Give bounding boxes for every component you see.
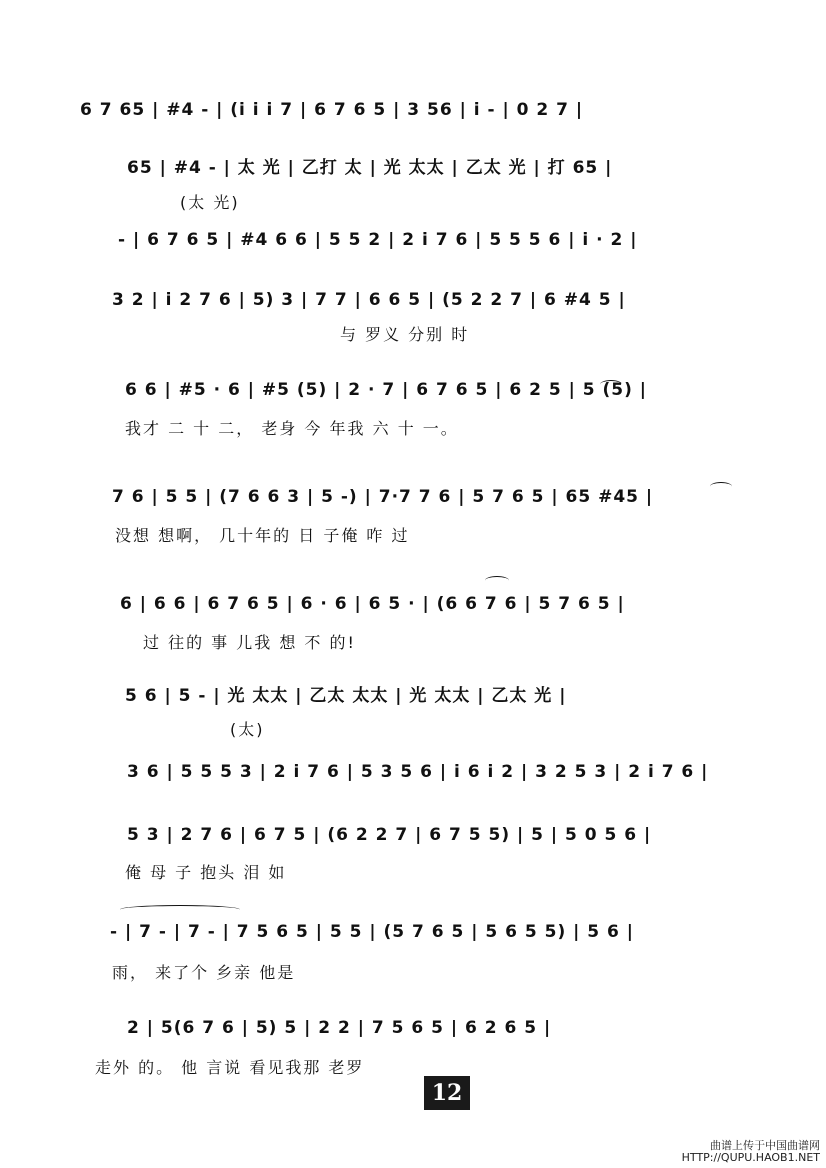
lyric-row-11: 雨， 来了个 乡亲 他是 <box>112 963 296 982</box>
slur-mark <box>485 576 509 585</box>
lyric-row-12: 走外 的。 他 言说 看见我那 老罗 <box>95 1058 365 1077</box>
score-row-7 <box>0 594 826 624</box>
score-row-4 <box>0 290 826 320</box>
notes-row-4: 3 2 | i 2 7 6 | 5) 3 | 7 7 | 6 6 5 | (5 2 2 7 | 6 #4 5 | <box>112 290 626 310</box>
lyric-row-8: (太) <box>230 720 265 739</box>
score-row-5 <box>0 380 826 410</box>
site-watermark <box>682 1140 820 1164</box>
score-row-11 <box>0 922 826 952</box>
score-row-3 <box>0 230 826 260</box>
notes-row-2: 65 | #4 - | 太 光 | 乙打 太 | 光 太太 | 乙太 光 | 打 65 | <box>127 158 613 178</box>
lyric-row-7: 过 往的 事 儿我 想 不 的! <box>143 633 356 652</box>
score-row-1 <box>0 100 826 130</box>
score-row-9 <box>0 762 826 792</box>
notes-row-11: - | 7 - | 7 - | 7 5 6 5 | 5 5 | (5 7 6 5 | 5 6 5 5) | 5 6 | <box>110 922 635 942</box>
lyric-row-10: 俺 母 子 抱头 泪 如 <box>125 863 287 882</box>
notes-row-5: 6 6 | #5 · 6 | #5 (5) | 2 · 7 | 6 7 6 5 | 6 2 5 | 5 (5) | <box>125 380 647 400</box>
score-row-6 <box>0 487 826 517</box>
notes-row-12: 2 | 5(6 7 6 | 5) 5 | 2 2 | 7 5 6 5 | 6 2 6 5 | <box>127 1018 552 1038</box>
page-number: 12 <box>424 1076 470 1110</box>
lyric-row-4: 与 罗义 分别 时 <box>340 325 470 344</box>
slur-mark <box>120 905 240 914</box>
notes-row-1: 6 7 65 | #4 - | (i i i 7 | 6 7 6 5 | 3 56 | i - | 0 2 7 | <box>80 100 584 120</box>
lyric-row-5: 我才 二 十 二， 老身 今 年我 六 十 一。 <box>125 419 459 438</box>
lyric-row-2: (太 光) <box>180 193 240 212</box>
notes-row-8: 5 6 | 5 - | 光 太太 | 乙太 太太 | 光 太太 | 乙太 光 | <box>125 686 567 706</box>
notes-row-3: - | 6 7 6 5 | #4 6 6 | 5 5 2 | 2 i 7 6 | 5 5 5 6 | i · 2 | <box>118 230 638 250</box>
score-row-10 <box>0 825 826 855</box>
notes-row-6: 7 6 | 5 5 | (7 6 6 3 | 5 -) | 7·7 7 6 | 5 7 6 5 | 65 #45 | <box>112 487 654 507</box>
notes-row-7: 6 | 6 6 | 6 7 6 5 | 6 · 6 | 6 5 · | (6 6 7 6 | 5 7 6 5 | <box>120 594 625 614</box>
score-row-8 <box>0 681 826 711</box>
notes-row-10: 5 3 | 2 7 6 | 6 7 5 | (6 2 2 7 | 6 7 5 5) | 5 | 5 0 5 6 | <box>127 825 652 845</box>
watermark-line-1: 曲谱上传于中国曲谱网 <box>710 1139 820 1152</box>
notes-row-9: 3 6 | 5 5 5 3 | 2 i 7 6 | 5 3 5 6 | i 6 i 2 | 3 2 5 3 | 2 i 7 6 | <box>127 762 709 782</box>
slur-mark <box>710 482 732 491</box>
slur-mark <box>600 380 622 389</box>
score-row-2 <box>0 153 826 183</box>
watermark-line-2: HTTP://QUPU.HAOB1.NET <box>681 1151 820 1164</box>
score-row-12 <box>0 1018 826 1048</box>
lyric-row-6: 没想 想啊， 几十年的 日 子俺 咋 过 <box>115 526 410 545</box>
